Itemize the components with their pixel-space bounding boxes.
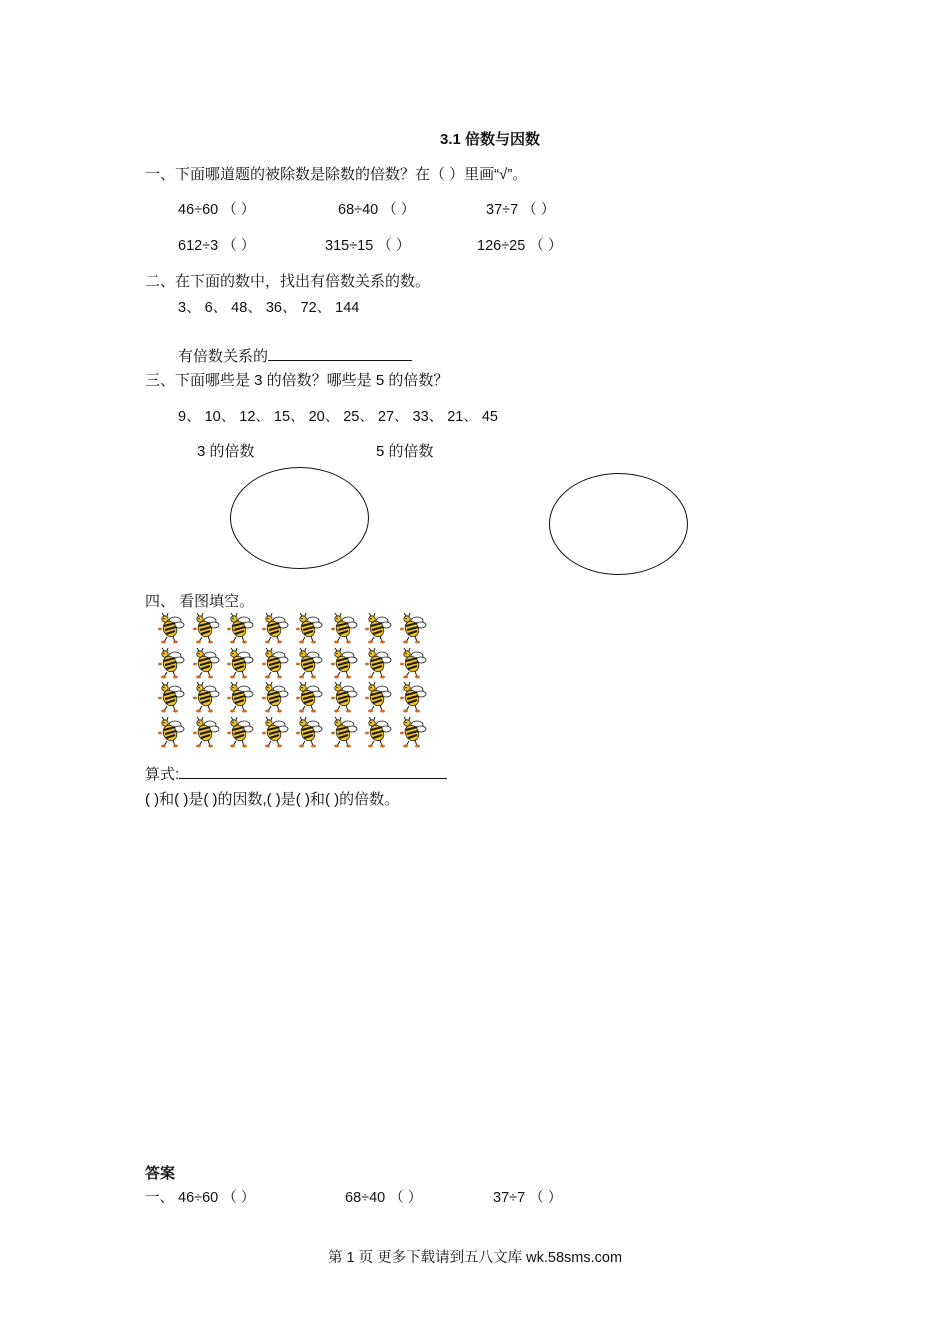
answer-prompt-label: 有倍数关系的: [178, 348, 269, 365]
bee-icon: [294, 716, 329, 751]
bee-icon: [363, 612, 398, 647]
answer-item: 37÷7 （ ）: [493, 1190, 563, 1206]
bee-icon: [225, 716, 260, 751]
division-item: 68÷40 （ ）: [338, 202, 416, 218]
bee-icon: [260, 716, 295, 751]
bee-icon: [156, 612, 191, 647]
answers-heading: 答案: [145, 1165, 176, 1182]
bee-icon: [329, 681, 364, 716]
bee-icon: [260, 612, 295, 647]
bee-icon: [156, 716, 191, 751]
bee-icon: [398, 681, 433, 716]
bee-icon: [225, 612, 260, 647]
bee-icon: [398, 716, 433, 751]
multiples-of-5-label: 5 的倍数: [376, 443, 434, 460]
bee-icon: [294, 681, 329, 716]
bee-icon: [329, 612, 364, 647]
formula-label: 算式:: [145, 766, 180, 783]
bee-icon: [225, 647, 260, 682]
bee-icon: [363, 647, 398, 682]
section-4-heading: 四、 看图填空。: [145, 593, 255, 610]
multiples-of-3-circle[interactable]: [230, 467, 369, 569]
bee-icon: [191, 716, 226, 751]
bee-icon: [363, 681, 398, 716]
bee-icon: [191, 647, 226, 682]
formula-row: [145, 763, 447, 784]
page-footer: 第 1 页 更多下载请到五八文库 wk.58sms.com: [327, 1250, 623, 1266]
section-3-heading: 三、下面哪些是 3 的倍数？哪些是 5 的倍数？: [145, 372, 449, 389]
answer-item: 68÷40 （ ）: [345, 1190, 423, 1206]
fill-in-sentence: ( )和( )是( )的因数,( )是( )和( )的倍数。: [145, 791, 400, 808]
bee-icon: [398, 612, 433, 647]
multiples-of-3-label: 3 的倍数: [197, 443, 255, 460]
division-item: 315÷15 （ ）: [325, 238, 411, 254]
bee-icon: [260, 681, 295, 716]
bee-icon: [398, 647, 433, 682]
bee-icon: [294, 612, 329, 647]
division-item: 612÷3 （ ）: [178, 238, 256, 254]
answer-item: 一、 46÷60 （ ）: [145, 1190, 256, 1206]
bee-icon: [156, 647, 191, 682]
bee-icon: [225, 681, 260, 716]
number-list: 9、 10、 12、 15、 20、 25、 27、 33、 21、 45: [178, 409, 498, 425]
division-item: 46÷60 （ ）: [178, 202, 256, 218]
answer-prompt: [178, 345, 412, 366]
answer-blank[interactable]: [268, 360, 412, 361]
formula-blank[interactable]: [179, 778, 447, 779]
bee-icon: [363, 716, 398, 751]
bee-icon: [191, 681, 226, 716]
section-2-heading: 二、在下面的数中，找出有倍数关系的数。: [145, 273, 431, 290]
number-list: 3、 6、 48、 36、 72、 144: [178, 300, 360, 316]
division-item: 37÷7 （ ）: [486, 202, 556, 218]
bee-icon: [260, 647, 295, 682]
bee-icon: [329, 647, 364, 682]
multiples-of-5-circle[interactable]: [549, 473, 688, 575]
bee-grid: [156, 612, 432, 750]
bee-icon: [294, 647, 329, 682]
division-item: 126÷25 （ ）: [477, 238, 563, 254]
section-1-heading: 一、下面哪道题的被除数是除数的倍数？在（ ）里画“√”。: [145, 166, 528, 183]
bee-icon: [156, 681, 191, 716]
bee-icon: [191, 612, 226, 647]
page-title: 3.1 倍数与因数: [439, 131, 541, 148]
bee-icon: [329, 716, 364, 751]
